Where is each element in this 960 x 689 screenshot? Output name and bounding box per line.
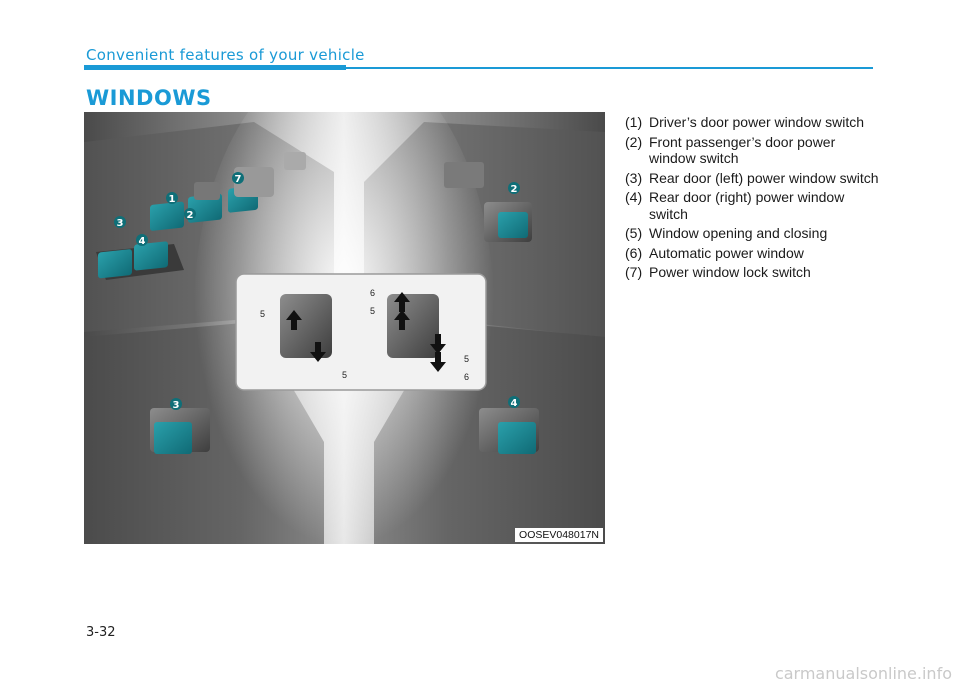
inset-label: 5 (370, 306, 376, 316)
callout-badge: 1 (168, 194, 176, 205)
legend-list (625, 114, 885, 284)
inset-label: 5 (464, 354, 470, 364)
legend-item: (7) Power window lock switch (625, 264, 811, 280)
watermark: carmanualsonline.info (774, 664, 952, 683)
callout-badge: 4 (138, 236, 146, 247)
inset-label: 6 (464, 372, 470, 382)
inset-label: 5 (342, 370, 348, 380)
header-accent-bar (84, 65, 346, 70)
header-rule (346, 67, 873, 69)
legend-item: (1) Driver’s door power window switch (625, 114, 865, 130)
figure-code: OOSEV048017N (515, 528, 603, 542)
header-title: Convenient features of your vehicle (86, 46, 365, 64)
callout-badge: 7 (234, 174, 242, 185)
window-switch-illustration (84, 112, 605, 544)
legend-item: (3) Rear door (left) power window switch (625, 169, 879, 186)
inset-label: 5 (260, 309, 266, 319)
legend-item: (6) Automatic power window (625, 244, 804, 261)
callout-badge: 3 (116, 218, 124, 229)
page-number: 3-32 (86, 625, 116, 640)
legend-item: (2) Front passenger’s door power window switch (625, 133, 836, 166)
legend-item: (4) Rear door (right) power window switch (625, 189, 845, 222)
callout-badge: 2 (186, 210, 194, 221)
callout-badge: 4 (510, 398, 518, 409)
callout-badge: 2 (510, 184, 518, 195)
window-switch-figure (84, 112, 605, 544)
inset-label: 6 (370, 288, 376, 298)
callout-badge: 3 (172, 400, 180, 411)
legend-item: (5) Window opening and closing (625, 225, 828, 241)
section-title: WINDOWS (86, 86, 212, 110)
